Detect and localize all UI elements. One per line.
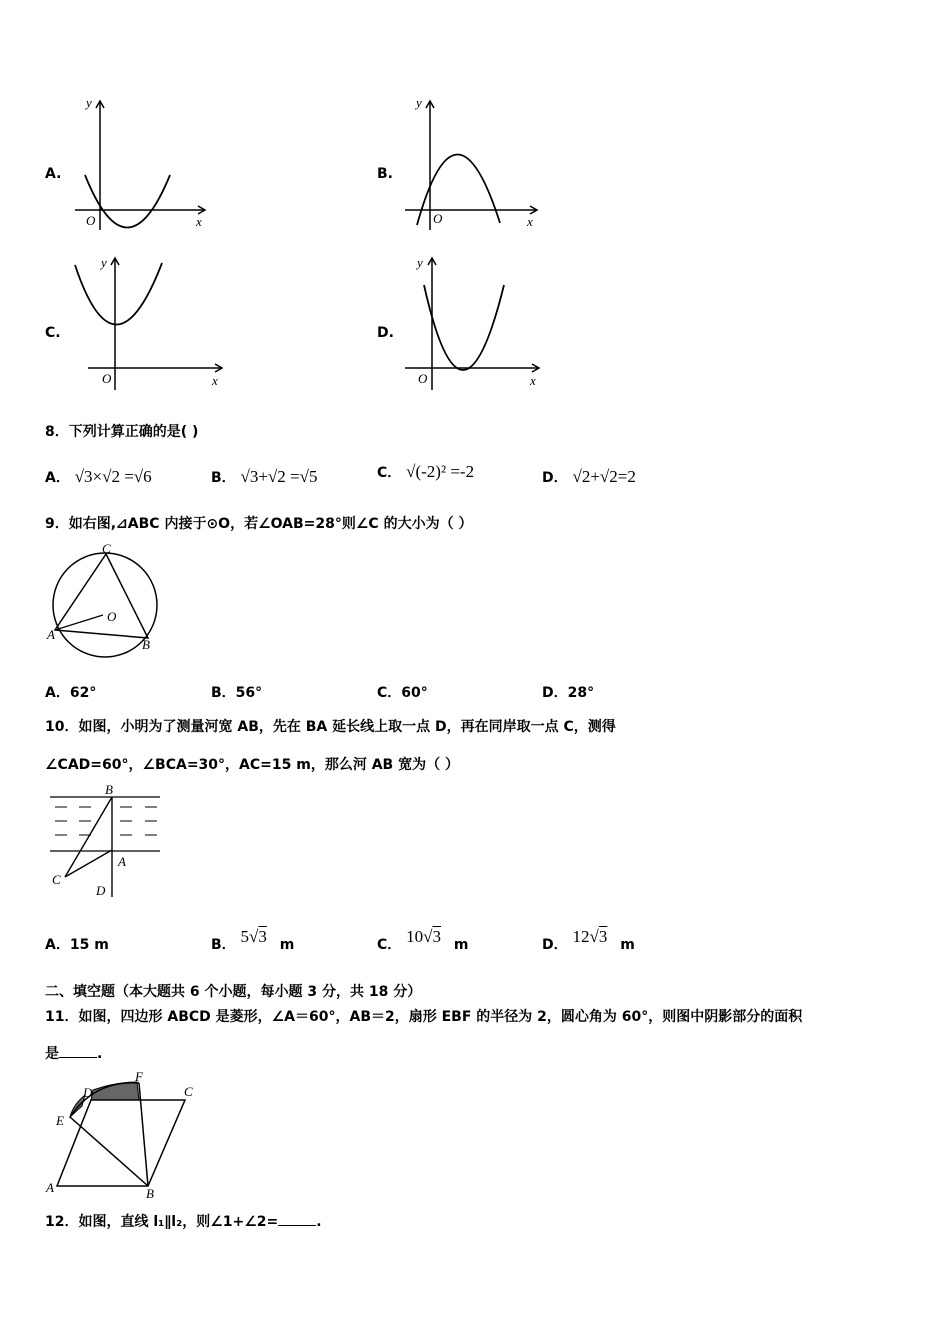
- question-9-stem: 9．如右图,⊿ABC 内接于⊙O，若∠OAB=28°则∠C 的大小为（ ）: [45, 516, 473, 532]
- point-b-label: B: [142, 637, 150, 652]
- segment-cb: [65, 797, 112, 877]
- option-coefficient: 5: [240, 927, 250, 946]
- axis-y-label: y: [86, 95, 92, 110]
- option-expression: √(-2)² =-2: [406, 462, 475, 481]
- graph-option-b: [400, 95, 550, 235]
- q9-option-c: C．60°: [377, 685, 428, 701]
- option-radicand: 3: [258, 927, 267, 946]
- q9-option-a: A．62°: [45, 685, 97, 701]
- q9-circle-figure: [45, 541, 165, 665]
- option-coefficient: 10: [406, 927, 424, 946]
- point-a-label: A: [47, 627, 55, 642]
- option-label: D．: [542, 470, 568, 486]
- point-d-label: D: [96, 883, 106, 898]
- graph-option-a-label: A.: [45, 166, 62, 182]
- axis-y-label: y: [417, 255, 423, 270]
- axis-y-label: y: [416, 95, 422, 110]
- q8-option-a: [45, 467, 152, 487]
- q11-rhombus-figure: [45, 1070, 205, 1200]
- q8-option-d: [542, 467, 636, 487]
- parabola-curve: [75, 263, 162, 325]
- point-c-label: C: [52, 872, 61, 887]
- graph-option-a: [70, 95, 220, 235]
- question-12-stem: 12．如图，直线 l₁∥l₂，则∠1+∠2= .: [45, 1214, 322, 1230]
- segment-be: [70, 1117, 148, 1186]
- point-b-label: B: [105, 782, 113, 797]
- option-expression: √3+√2 =√5: [240, 467, 318, 486]
- axis-x-label: x: [527, 214, 533, 229]
- graph-option-d: [400, 255, 550, 395]
- point-o-label: O: [107, 609, 117, 624]
- water-dashes: [55, 807, 157, 835]
- q8-option-b: [211, 467, 317, 487]
- option-radicand: 3: [432, 927, 441, 946]
- axis-x-label: x: [196, 214, 202, 229]
- option-label: A．: [45, 470, 70, 486]
- q10-option-a: A．15 m: [45, 937, 109, 953]
- rhombus-abcd: [57, 1100, 185, 1186]
- option-expression: √2+√2=2: [572, 467, 636, 486]
- question-8-stem: 8．下列计算正确的是( ): [45, 424, 199, 440]
- option-label: B．: [211, 470, 236, 486]
- origin-label: O: [86, 213, 96, 228]
- point-e-label: E: [56, 1113, 64, 1128]
- question-10-stem-line1: 10．如图，小明为了测量河宽 AB，先在 BA 延长线上取一点 D，再在同岸取一点 C，测得: [45, 719, 616, 735]
- option-expression: √3×√2 =√6: [74, 467, 152, 486]
- point-a-label: A: [118, 854, 126, 869]
- origin-label: O: [433, 211, 443, 226]
- q8-option-c: [377, 462, 474, 482]
- point-c-label: C: [102, 541, 111, 556]
- answer-blank[interactable]: [59, 1045, 97, 1058]
- graph-option-d-label: D.: [377, 325, 394, 341]
- point-d-label: D: [83, 1085, 93, 1100]
- q9-option-b: B．56°: [211, 685, 263, 701]
- point-b-label: B: [146, 1186, 154, 1201]
- q10-river-figure: [45, 782, 165, 900]
- segment-ca: [65, 850, 112, 877]
- q10-option-b: B． 5√3 m: [211, 927, 295, 953]
- segment-bf: [139, 1083, 148, 1186]
- point-a-label: A: [46, 1180, 54, 1195]
- answer-blank[interactable]: [278, 1213, 316, 1226]
- option-coefficient: 12: [572, 927, 590, 946]
- point-f-label: F: [135, 1069, 143, 1084]
- point-c-label: C: [184, 1084, 193, 1099]
- question-10-stem-line2: ∠CAD=60°，∠BCA=30°，AC=15 m，那么河 AB 宽为（ ）: [45, 757, 459, 773]
- option-label: C．: [377, 465, 402, 481]
- q10-option-c: C． 10√3 m: [377, 927, 469, 953]
- axis-x-label: x: [212, 373, 218, 388]
- axis-x-label: x: [530, 373, 536, 388]
- graph-option-c-label: C.: [45, 325, 61, 341]
- option-radicand: 3: [598, 927, 608, 946]
- parabola-curve: [85, 175, 170, 228]
- origin-label: O: [102, 371, 112, 386]
- q9-option-d: D．28°: [542, 685, 595, 701]
- section-2-title: 二、填空题（本大题共 6 个小题，每小题 3 分，共 18 分）: [45, 984, 422, 1000]
- graph-option-b-label: B.: [377, 166, 393, 182]
- segment-oa: [55, 615, 103, 630]
- parabola-curve: [424, 285, 504, 370]
- axis-y-label: y: [101, 255, 107, 270]
- question-11-stem-line1: 11．如图，四边形 ABCD 是菱形，∠A＝60°，AB＝2，扇形 EBF 的半径为 2，圆心角为 60°，则图中阴影部分的面积: [45, 1009, 803, 1025]
- graph-option-c: [70, 255, 230, 395]
- origin-label: O: [418, 371, 428, 386]
- question-11-stem-line2: 是 .: [45, 1046, 103, 1062]
- q10-option-d: D． 12√3 m: [542, 927, 635, 953]
